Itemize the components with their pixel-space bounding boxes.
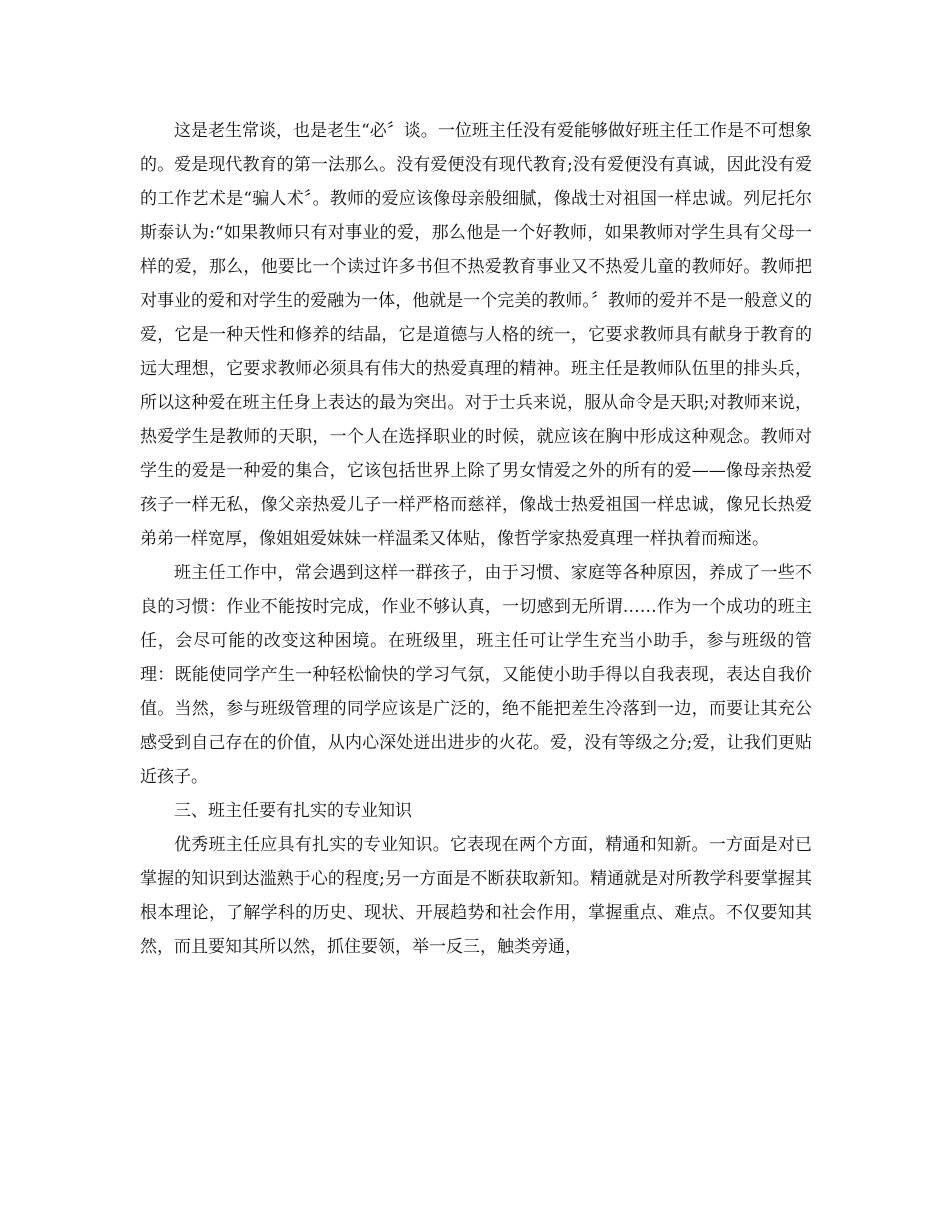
paragraph-professional-knowledge: 优秀班主任应具有扎实的专业知识。它表现在两个方面，精通和知新。一方面是对已掌握的知识到达滥熟于心的程度;另一方面是不断获取新知。精通就是对所教学科要掌握其根本理论，了解学科的历史、现状、开展趋势和社会作用，掌握重点、难点。不仅要知其然，而且要知其所以然，抓住要领，举一反三，触类旁通， bbox=[140, 835, 812, 957]
paragraph-class-helpers: 班主任工作中，常会遇到这样一群孩子，由于习惯、家庭等各种原因，养成了一些不良的习惯：作业不能按时完成，作业不够认真，一切感到无所谓……作为一个成功的班主任，会尽可能的改变这种困境。在班级里，班主任可让学生充当小助手，参与班级的管理：既能使同学产生一种轻松愉快的学习气氛，又能使小助手得以自我表现，表达自我价值。当然，参与班级管理的同学应该是广泛的，绝不能把差生冷落到一边，而要让其充公感受到自己存在的价值，从内心深处迸出进步的火花。爱，没有等级之分;爱，让我们更贴近孩子。 bbox=[140, 563, 812, 787]
paragraph-love: 这是老生常谈，也是老生“必〞谈。一位班主任没有爱能够做好班主任工作是不可想象的。爱是现代教育的第一法那么。没有爱便没有现代教育;没有爱便没有真诚，因此没有爱的工作艺术是“骗人术〞。教师的爱应该像母亲般细腻，像战士对祖国一样忠诚。列尼托尔斯泰认为:“如果教师只有对事业的爱，那么他是一个好教师，如果教师对学生具有父母一样的爱，那么，他要比一个读过许多书但不热爱教育事业又不热爱儿童的教师好。教师把对事业的爱和对学生的爱融为一体，他就是一个完美的教师。〞教师的爱并不是一般意义的爱，它是一种天性和修养的结晶，它是道德与人格的统一，它要求教师具有献身于教育的远大理想，它要求教师必须具有伟大的热爱真理的精神。班主任是教师队伍里的排头兵，所以这种爱在班主任身上表达的最为突出。对于士兵来说，服从命令是天职;对教师来说，热爱学生是教师的天职，一个人在选择职业的时候，就应该在胸中形成这种观念。教师对学生的爱是一种爱的集合，它该包括世界上除了男女情爱之外的所有的爱——像母亲热爱孩子一样无私，像父亲热爱儿子一样严格而慈祥，像战士热爱祖国一样忠诚，像兄长热爱弟弟一样宽厚，像姐姐爱妹妹一样温柔又体贴，像哲学家热爱真理一样执着而痴迷。 bbox=[140, 121, 812, 549]
section-heading-professional-knowledge: 三、班主任要有扎实的专业知识 bbox=[174, 801, 412, 821]
document-body bbox=[140, 114, 812, 964]
